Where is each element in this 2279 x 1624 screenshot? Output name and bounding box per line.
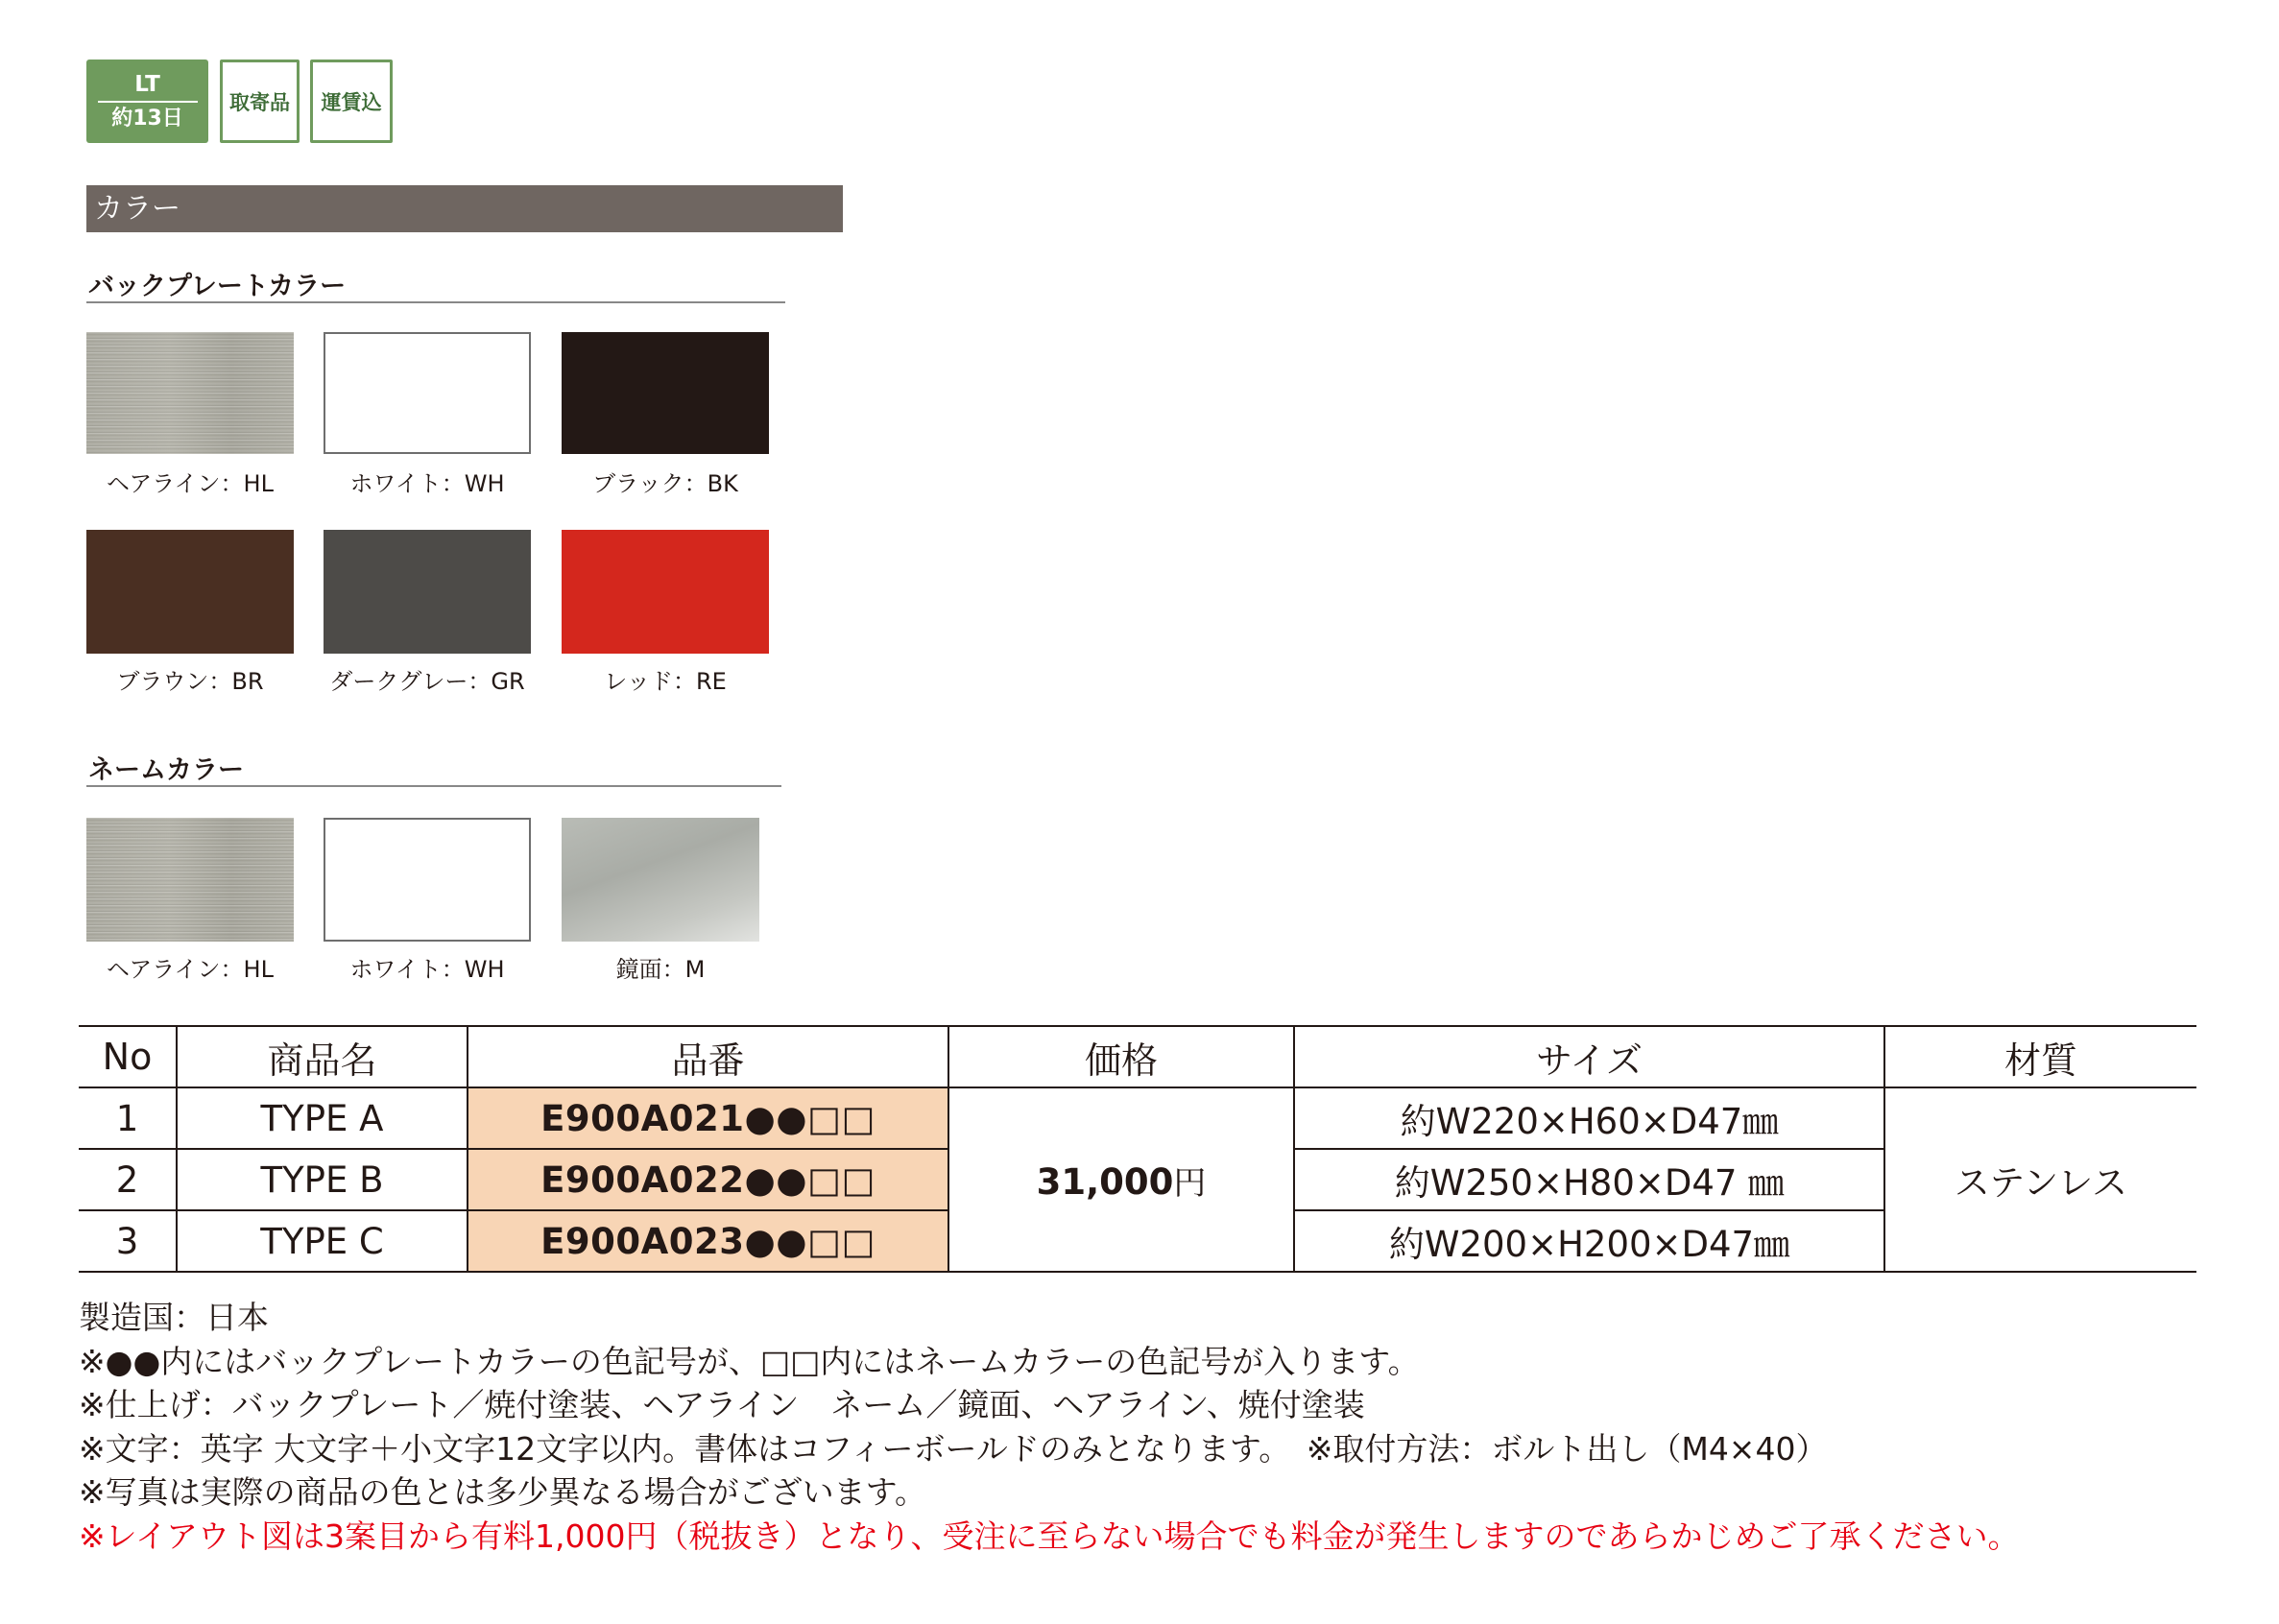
notes-block — [79, 1296, 2019, 1558]
note-line-red: ※レイアウト図は3案目から有料1,000円（税抜き）となり、受注に至らない場合でも料金が発生しますのであらかじめご了承ください。 — [79, 1517, 2020, 1555]
note-line: ※仕上げ：バックプレート／焼付塗装、ヘアライン ネーム／鏡面、ヘアライン、焼付塗装 — [79, 1386, 1365, 1423]
row-size: 約W250×H80×D47 ㎜ — [1294, 1149, 1884, 1210]
swatch-red — [562, 530, 769, 654]
table-row — [79, 1087, 2196, 1149]
col-header-size: サイズ — [1294, 1026, 1884, 1087]
swatch-label: レッド：RE — [604, 668, 727, 695]
price-value: 31,000 — [1036, 1160, 1174, 1203]
swatch-label: ホワイト：WH — [349, 956, 505, 983]
row-name: TYPE A — [177, 1087, 468, 1149]
row-code: E900A022●●□□ — [468, 1149, 948, 1210]
swatch-dark-gray — [324, 530, 531, 654]
table-header-row — [79, 1026, 2196, 1087]
name-title-rule — [86, 785, 781, 787]
row-size: 約W220×H60×D47㎜ — [1294, 1087, 1884, 1149]
swatch-label: ヘアライン：HL — [107, 956, 274, 983]
backplate-title-rule — [86, 301, 785, 303]
swatch-hairline — [86, 332, 294, 454]
col-header-no: No — [79, 1026, 177, 1087]
price-unit: 円 — [1173, 1163, 1207, 1203]
note-line: ※文字：英字 大文字＋小文字12文字以内。書体はコフィーボールドのみとなります。 ※取付方法：ボルト出し（M4×40） — [79, 1429, 1828, 1468]
col-header-code: 品番 — [468, 1026, 948, 1087]
swatch-black — [562, 332, 769, 454]
swatch-mirror — [562, 818, 759, 942]
color-section-header: カラー — [86, 185, 843, 232]
material-cell: ステンレス — [1884, 1087, 2196, 1272]
row-code: E900A023●●□□ — [468, 1210, 948, 1272]
price-cell — [948, 1087, 1294, 1272]
swatch-label: ブラウン：BR — [116, 668, 264, 695]
swatch-label: ヘアライン：HL — [107, 470, 274, 497]
badge-divider — [98, 101, 198, 103]
row-no: 3 — [79, 1210, 177, 1272]
row-name: TYPE B — [177, 1149, 468, 1210]
row-code: E900A021●●□□ — [468, 1087, 948, 1149]
row-no: 1 — [79, 1087, 177, 1149]
name-color-title: ネームカラー — [88, 755, 244, 785]
order-item-badge: 取寄品 — [220, 60, 300, 143]
note-line: ※●●内にはバックプレートカラーの色記号が、□□内にはネームカラーの色記号が入ります。 — [79, 1342, 1420, 1380]
row-name: TYPE C — [177, 1210, 468, 1272]
col-header-name: 商品名 — [177, 1026, 468, 1087]
lead-time-days: 約13日 — [111, 106, 183, 131]
row-no: 2 — [79, 1149, 177, 1210]
row-size: 約W200×H200×D47㎜ — [1294, 1210, 1884, 1272]
shipping-included-badge: 運賃込 — [310, 60, 393, 143]
swatch-label: 鏡面：M — [615, 956, 706, 983]
swatch-label: ブラック：BK — [592, 470, 738, 497]
backplate-color-title: バックプレートカラー — [88, 272, 347, 301]
swatch-brown — [86, 530, 294, 654]
product-spec-table — [79, 1025, 2196, 1273]
swatch-white — [324, 332, 531, 454]
col-header-price: 価格 — [948, 1026, 1294, 1087]
swatch-hairline — [86, 818, 294, 942]
swatch-white — [324, 818, 531, 942]
swatch-label: ダークグレー：GR — [329, 668, 525, 695]
lead-time-label: LT — [134, 71, 160, 97]
col-header-material: 材質 — [1884, 1026, 2196, 1087]
lead-time-badge — [86, 60, 208, 143]
note-line: ※写真は実際の商品の色とは多少異なる場合がございます。 — [79, 1473, 927, 1511]
swatch-label: ホワイト：WH — [349, 470, 505, 497]
note-line: 製造国：日本 — [79, 1299, 269, 1336]
